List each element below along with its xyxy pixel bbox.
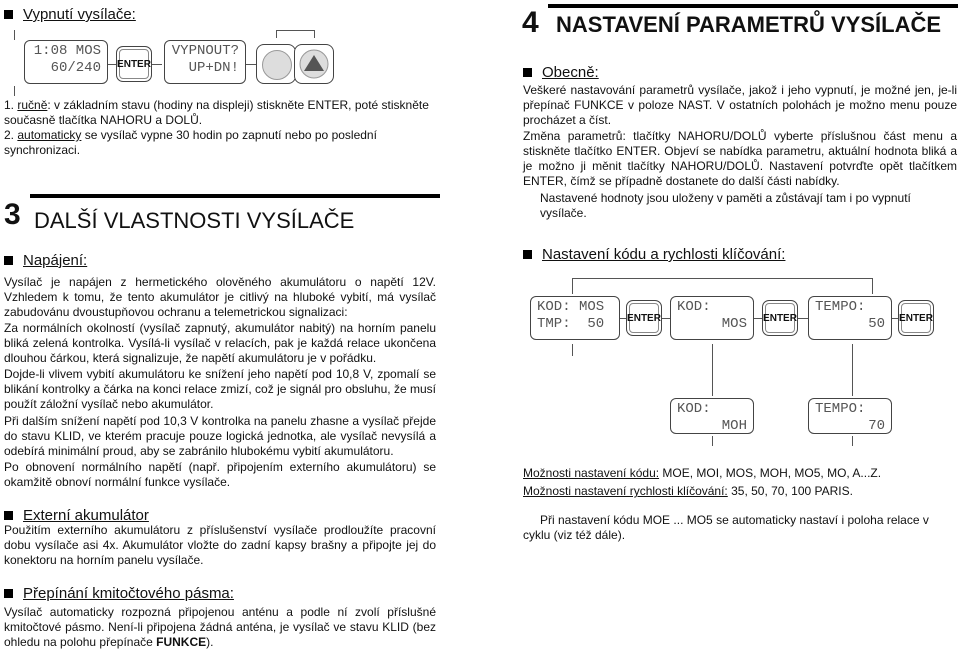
- connector-line: [276, 30, 314, 31]
- connector-line: [754, 318, 762, 319]
- options-code: Možnosti nastavení kódu: MOE, MOI, MOS, MOH, MO5, MO, A...Z.: [523, 466, 882, 480]
- diagram-tick: [572, 344, 573, 356]
- lcd-display-vypnout: VYPNOUT? UP+DN!: [164, 40, 246, 84]
- list-item-manual: 1. ručně: v základním stavu (hodiny na displeji) stiskněte ENTER, poté stiskněte současně tlačítka NAHORU a DOLŮ.: [4, 98, 429, 127]
- paragraph: Dojde-li vlivem vybití akumulátoru ke snížení jeho napětí pod 10,8 V, zpomalí se blikání kontrolky a čárka na konci relace zmizí, což je signál pro obsluhu, že musí použít záložní vysílač nebo akumulátor.: [4, 367, 436, 411]
- paragraph: Změna parametrů: tlačítky NAHORU/DOLŮ vyberte příslušnou část menu a stiskněte tlačítko ENTER. Objeví se nabídka parametru, aktuální hodnota bliká a je možno ji měnit tlačítky NAHORU/DOLŮ. Nastavení potvrďte opět tlačítkem ENTER, čímž se případně dostanete do další části nabídky.: [523, 129, 957, 188]
- diagram-tick: [712, 344, 713, 396]
- paragraph: Při nastavení kódu MOE ... MO5 se automaticky nastaví i poloha relace v cyklu (viz též dále).: [523, 513, 929, 542]
- diagram-tick: [14, 86, 15, 96]
- up-arrow-icon: [295, 45, 333, 83]
- connector-line: [662, 318, 670, 319]
- diagram-tick: [852, 436, 853, 446]
- section-heading-externi: Externí akumulátor: [4, 507, 149, 525]
- chapter-number: 3: [4, 198, 21, 231]
- bullet-square: [4, 10, 13, 19]
- lcd-display-clock: 1:08 MOS 60/240: [24, 40, 108, 84]
- lcd-display-tempo: TEMPO: 50: [808, 296, 892, 340]
- lcd-display-kod-alt: KOD: MOH: [670, 398, 754, 434]
- list-item-auto: 2. automaticky se vysílač vypne 30 hodin po zapnutí nebo po poslední synchronizaci.: [4, 128, 377, 157]
- section-heading-kod: Nastavení kódu a rychlosti klíčování:: [523, 246, 785, 264]
- bullet-square: [4, 589, 13, 598]
- paragraph: Použitím externího akumulátoru z příslušenství vysílače prodloužíte pracovní dobu vysílače asi 4x. Akumulátor vložte do zadní kapsy brašny a připojte jej do konektoru na horním panelu vysílače.: [4, 523, 436, 567]
- chapter-rule: [30, 194, 440, 198]
- paragraph: Nastavené hodnoty jsou uloženy v paměti a zůstávají tam i po vypnutí vysílače.: [540, 191, 911, 220]
- down-button[interactable]: [256, 44, 296, 84]
- connector-line: [152, 64, 162, 65]
- paragraph: Za normálních okolností (vysílač zapnutý, akumulátor nabitý) na horním panelu bliká zelená kontrolka. Vysílá-li vysílač v relacích, pak je každá relace ukončena dlouhou čárkou, která signalizuje, že napětí akumulátoru je v pořádku.: [4, 321, 436, 365]
- paragraph: Při dalším snížení napětí pod 10,3 V kontrolka na panelu zhasne a vysílač přejde do stavu KLID, ve kterém pracuje pouze logická jednotka, ale vysílač nevysílá a odebírá minimální proud, aby se zabránilo hlubokému vybití akumulátoru.: [4, 414, 436, 458]
- enter-button[interactable]: ENTER: [116, 46, 152, 82]
- chapter-title: DALŠÍ VLASTNOSTI VYSÍLAČE: [34, 208, 355, 233]
- section-heading-napajeni: Napájení:: [4, 252, 87, 270]
- chapter-title: NASTAVENÍ PARAMETRŮ VYSÍLAČE: [556, 12, 942, 37]
- paragraph: Veškeré nastavování parametrů vysílače, jakož i jeho vypnutí, je možné jen, je-li přepínač FUNKCE v poloze NAST. V ostatních polohách je možno menu pouze procházet a číst.: [523, 83, 957, 127]
- diagram-tick: [14, 30, 15, 40]
- connector-line: [572, 278, 872, 279]
- section-heading-prepinani: Přepínání kmitočtového pásma:: [4, 585, 234, 603]
- bullet-square: [4, 511, 13, 520]
- bullet-square: [523, 250, 532, 259]
- paragraph: Po obnovení normálního napětí (např. připojením externího akumulátoru) se okamžitě obnoví normální funkce vysílače.: [4, 460, 436, 489]
- lcd-display-kod-tempo: KOD: MOS TMP: 50: [530, 296, 620, 340]
- diagram-tick: [872, 278, 873, 294]
- paragraph: Vysílač je napájen z hermetického olověného akumulátoru o napětí 12V. Vzhledem k tomu, že tento akumulátor je citlivý na hluboké vybití, má vysílač zabudovánu dvoustupňovou ochranu a telemetrickou signalizaci:: [4, 275, 436, 319]
- enter-button[interactable]: ENTER: [626, 300, 662, 336]
- lcd-display-kod: KOD: MOS: [670, 296, 754, 340]
- diagram-tick: [572, 278, 573, 294]
- enter-button[interactable]: ENTER: [762, 300, 798, 336]
- lcd-display-tempo-alt: TEMPO: 70: [808, 398, 892, 434]
- bullet-square: [4, 256, 13, 265]
- diagram-tick: [314, 30, 315, 38]
- enter-button[interactable]: ENTER: [898, 300, 934, 336]
- connector-line: [108, 64, 116, 65]
- diagram-tick: [276, 30, 277, 38]
- diagram-tick: [852, 344, 853, 396]
- chapter-number: 4: [522, 6, 539, 39]
- options-speed: Možnosti nastavení rychlosti klíčování: 35, 50, 70, 100 PARIS.: [523, 484, 853, 498]
- section-heading-obecne: Obecně:: [523, 64, 599, 82]
- bullet-square: [523, 68, 532, 77]
- section-heading-vypnuti: Vypnutí vysílače:: [4, 6, 136, 24]
- chapter-rule: [548, 4, 958, 8]
- paragraph: Vysílač automaticky rozpozná připojenou anténu a podle ní zvolí příslušné kmitočtové pásmo. Není-li připojena žádná anténa, je vysílač ve stavu KLID (bez ohledu na polohu přepínače FUNKCE).: [4, 605, 436, 649]
- up-button[interactable]: [294, 44, 334, 84]
- diagram-tick: [712, 436, 713, 446]
- connector-line: [798, 318, 808, 319]
- connector-line: [246, 64, 256, 65]
